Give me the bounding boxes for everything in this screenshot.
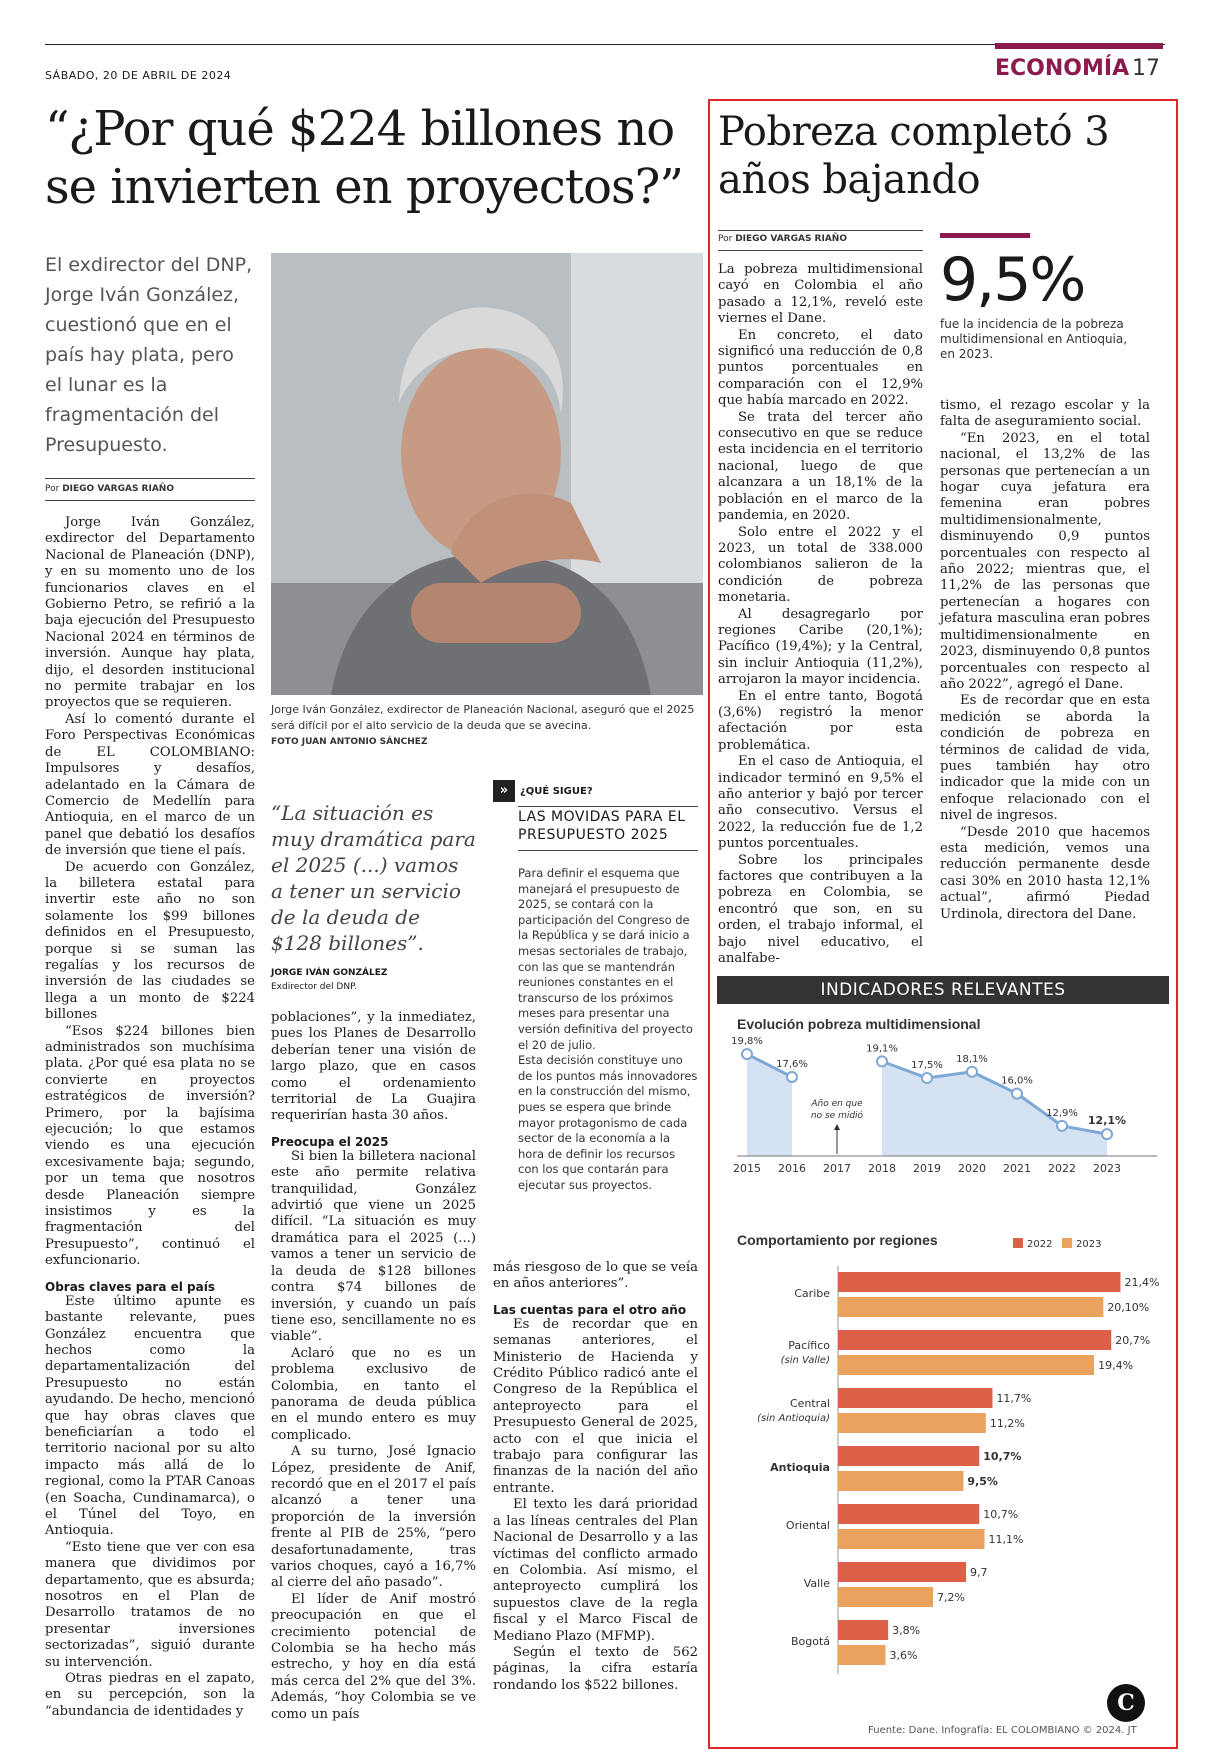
edition-date: SÁBADO, 20 DE ABRIL DE 2024 [45,69,232,82]
paragraph: “En 2023, en el total nacional, el 13,2% de las personas que pertenecían a un hogar cuya jefatura era femenina eran pobres multidimensionalmente, disminuyendo 0,9 puntos porcentuales con respecto al año 2022; mientras que, el 11,2% de las personas que pertenecían a hogares con jefatura masculina eran pobres multidimensionalmente en 2023, disminuyendo 0,8 puntos porcentuales con respecto al año 2022”, agregó el Dane. [940,430,1151,692]
bar-2023 [838,1297,1103,1317]
paragraph: poblaciones”, y la inmediatez, pues los Planes de Desarrollo deberían tener una visión de largo plazo, que en casos como el ordenamiento territorial de La Guajira requerirían hasta 30 años. [271,1010,476,1124]
subheading: Preocupa el 2025 [271,1134,389,1149]
side-column-1 [718,262,923,967]
bar-value-label: 19,4% [1098,1359,1134,1372]
paragraph: A su turno, José Ignacio López, presidente de Anif, recordó que en el 2017 el país alcanzó a tener una proporción de la inversión frente al PIB de 25%, “pero desafortunadamente, tras varios choques, cayó a 16,7% al cierre del año pasado”. [271,1444,476,1591]
category-label: Caribe [794,1287,830,1300]
bar-value-label: 7,2% [937,1591,965,1604]
side-byline-rule-2 [718,250,923,251]
paragraph: Este último apunte es bastante relevante, pues González encuentra que hechos como la departamentalización del Presupuesto no están ayudando. De hecho, mencionó que hay obras claves que beneficiarían a todo el territorio nacional por su alto impacto más allá de lo regional, como la PTAR Canoas (en Soacha, Cundinamarca), o el Túnel del Toyo, en Antioquia. [45,1293,255,1539]
legend-swatch-2022 [1013,1238,1023,1248]
data-point [1102,1129,1112,1139]
bar-2023 [838,1645,886,1665]
paragraph: “Desde 2010 que hacemos esta medición, vemos una reducción permanente desde casi 30% en 2010 hasta 12,1% actual”, afirmó Piedad Urdinola, directora del Dane. [940,824,1150,922]
annotation-arrowhead [834,1124,840,1130]
bar-2022 [838,1272,1120,1292]
legend-label-2023: 2023 [1076,1239,1102,1250]
paragraph: El líder de Anif mostró preocupación en que el crecimiento potencial de Colombia se ha hecho más estrecho, y hoy en día está más cerca del 2% que del 3%. Además, “hoy Colombia se ve como un país [271,1591,476,1722]
main-column-2 [271,1010,476,1723]
paragraph: En concreto, el dato significó una reducción de 0,8 puntos porcentuales en comparación con el 12,9% que había marcado en 2022. [718,327,923,409]
legend-swatch-2023 [1062,1238,1072,1248]
bar-2022 [838,1330,1111,1350]
paragraph: Es de recordar que en esta medición se aborda la condición de pobreza en términos de calidad de vida, pues también hay otro indicador que la mide con un enfoque relacionado con el nivel de ingresos. [940,693,1150,824]
deck-rule [45,478,255,479]
x-tick-label: 2017 [823,1162,851,1175]
paragraph: De acuerdo con González, la billetera estatal para invertir este año no son solamente los $99 billones definidos en el Presupuesto, porque si se suman las regalías y los recursos de inversión de las ciudades se llega a un monto de $224 billones [45,859,255,1023]
next-rule-2 [518,850,698,851]
byline-prefix: Por [718,234,733,244]
data-point [967,1067,977,1077]
bar-value-label: 10,7% [983,1450,1022,1463]
main-column-3 [493,1260,698,1694]
paragraph: “Esto tiene que ver con esa manera que dividimos por departamento, que es absurda; nosotros en el Plan de Desarrollo tratamos de no presentar inversiones sectorizadas”, siguió durante su intervención. [45,1539,255,1670]
pull-quote: “La situación es muy dramática para el 2025 (...) vamos a tener un servicio de la deuda de $128 billones”. [271,801,476,955]
category-label: Pacífico [788,1339,830,1352]
x-tick-label: 2020 [958,1162,986,1175]
section-name: ECONOMÍA [995,56,1130,81]
bar-2022 [838,1562,966,1582]
next-rule [518,806,698,807]
main-headline: “¿Por qué $224 billones no se invierten en proyectos?” [45,101,683,215]
bar-chart-title: Comportamiento por regiones [737,1232,938,1248]
section-bar [995,43,1163,49]
paragraph: Jorge Iván González, exdirector del Departamento Nacional de Planeación (DNP), y en su momento uno de los funcionarios claves en el Gobierno Petro, se refirió a la baja ejecución del Presupuesto Nacional 2024 en términos de inversión. Aunque hay plata, dijo, el desorden institucional no permite trabajar en los proyectos que se requieren. [45,515,255,711]
byline-name: DIEGO VARGAS RIAÑO [62,484,174,494]
bar-2023 [838,1355,1094,1375]
data-label: 12,1% [1087,1114,1127,1128]
data-label: 19,8% [731,1036,763,1048]
x-tick-label: 2018 [868,1162,896,1175]
subheading: Obras claves para el país [45,1279,215,1294]
paragraph: Al desagregarlo por regiones Caribe (20,1%); Pacífico (19,4%); y la Central, sin incluir Antioquia (11,2%), arrojaron la mayor incidencia. [718,606,923,688]
next-label: ¿QUÉ SIGUE? [520,786,593,797]
paragraph: “Esos $224 billones bien administrados son muchísima plata. ¿Por qué esa plata no se convierte en proyectos estratégicos de inversión? Primero, por la bajísima ejecución; lo que estamos viendo es una ejecución excesivamente baja; segundo, por un tema que nosotros desde Planeación siempre insistimos y es la fragmentación del Presupuesto”, continuó el exfuncionario. [45,1023,255,1269]
category-sublabel: (sin Antioquia) [757,1413,830,1424]
bar-2023 [838,1413,986,1433]
data-label: 18,1% [956,1053,988,1065]
x-tick-label: 2016 [778,1162,806,1175]
x-tick-label: 2023 [1093,1162,1121,1175]
bar-value-label: 11,7% [996,1392,1032,1405]
category-label: Oriental [785,1519,830,1532]
data-point [1057,1121,1067,1131]
bar-value-label: 3,8% [892,1624,921,1637]
bar-value-label: 11,2% [989,1417,1025,1430]
bar-chart [717,1226,1169,1676]
data-label: 17,5% [911,1060,943,1071]
bar-value-label: 3,6% [889,1649,918,1662]
annotation-text: Año en que [811,1099,863,1109]
bar-2023 [838,1587,933,1607]
next-title: LAS MOVIDAS PARA EL PRESUPUESTO 2025 [518,809,686,843]
infographic [717,976,1169,1741]
bar-value-label: 21,4% [1124,1276,1160,1289]
next-body [518,866,698,1193]
bar-2022 [838,1388,992,1408]
main-deck: El exdirector del DNP, Jorge Iván González, cuestionó que en el país hay plata, pero el lunar es la fragmentación del Presupuesto. [45,254,253,456]
stat-value: 9,5% [940,245,1085,315]
data-label: 12,9% [1046,1107,1078,1119]
data-point [742,1049,752,1059]
side-headline: Pobreza completó 3 años bajando [718,109,1110,203]
paragraph: Si bien la billetera nacional este año permite relativa tranquilidad, González advirtió que viene un 2025 difícil. “La situación es muy dramática para el 2025 (...) vamos a tener un servicio de la deuda de $128 billones contra $74 billones de inversión, y cuando un país tiene eso, sencillamente no es viable”. [271,1148,476,1345]
next-paragraph: Para definir el esquema que manejará el presupuesto de 2025, se contará con la participación del Congreso de la República y se dará inicio a mesas sectoriales de trabajo, con las que se mantendrán reuniones constantes en el transcurso de los próximos meses para presentar una versión definitiva del proyecto el 20 de julio. [518,866,693,1052]
data-label: 19,1% [866,1043,898,1055]
category-label: Antioquia [770,1461,830,1474]
data-label: 16,0% [1001,1075,1033,1087]
paragraph: Aclaró que no es un problema exclusivo de Colombia, en tanto el panorama de deuda pública en el mundo entero es muy complicado. [271,1345,476,1443]
bar-2022 [838,1446,979,1466]
main-column-1 [45,515,255,1720]
byline-rule [45,500,255,501]
paragraph: En el caso de Antioquia, el indicador terminó en 9,5% el año anterior y bajó por tercer año consecutivo. Versus el 2022, la reducción fue de 1,2 puntos porcentuales. [718,754,923,852]
paragraph: Se trata del tercer año consecutivo en que se reduce esta incidencia en el territorio nacional, luego de que alcanzara a un 18,1% de la población en el marco de la pandemia, en 2020. [718,409,923,524]
paragraph: tismo, el rezago escolar y la falta de aseguramiento social. [940,398,1150,430]
legend-label-2022: 2022 [1027,1239,1053,1250]
bar-2022 [838,1504,979,1524]
el-colombiano-logo: C [1107,1684,1145,1722]
bar-value-label: 20,10% [1107,1301,1150,1314]
byline-name: DIEGO VARGAS RIAÑO [735,234,847,244]
paragraph: más riesgoso de lo que se veía en años anteriores”. [493,1260,698,1292]
x-tick-label: 2019 [913,1162,941,1175]
category-label: Bogotá [790,1635,830,1648]
paragraph: El texto les dará prioridad a las líneas centrales del Plan Nacional de Desarrollo y a las víctimas del conflicto armado en Colombia. Así mismo, el anteproyecto cumplirá los supuestos clave de la regla fiscal y el Marco Fiscal de Mediano Plazo (MFMP). [493,1497,698,1644]
portrait-photo [271,253,703,695]
double-chevron-icon: » [493,780,515,802]
pull-quote-author: JORGE IVÁN GONZÁLEZ [271,968,388,978]
paragraph: Otras piedras en el zapato, en su percepción, son la “abundancia de identidades y [45,1671,255,1719]
paragraph: Es de recordar que en semanas anteriores, el Ministerio de Hacienda y Crédito Público radicó ante el Congreso de la República el anteproyecto para el Presupuesto General de 2025, acto con el que inicia el trabajo para configurar las finanzas de la nación del año entrante. [493,1316,698,1496]
photo-caption [271,702,703,750]
bar-value-label: 20,7% [1115,1334,1151,1347]
line-chart [717,1034,1169,1194]
paragraph: Según el texto de 562 páginas, la cifra estaría rondando los $522 billones. [493,1644,698,1693]
x-tick-label: 2021 [1003,1162,1031,1175]
bar-value-label: 11,1% [988,1533,1024,1546]
data-point [922,1073,932,1083]
paragraph: La pobreza multidimensional cayó en Colombia el año pasado a 12,1%, reveló este viernes el Dane. [718,262,923,327]
subheading: Las cuentas para el otro año [493,1302,687,1317]
line-chart-title: Evolución pobreza multidimensional [737,1016,981,1032]
bar-value-label: 9,7 [970,1566,988,1579]
next-paragraph: Esta decisión constituye uno de los puntos más innovadores en la construcción del mismo, pues se espera que brinde mayor protagonismo de cada sector de la economía a la hora de definir los recursos con los que contarán para ejecutar sus proyectos. [518,1053,698,1192]
data-point [787,1072,797,1082]
main-byline [45,484,174,494]
paragraph: Así lo comentó durante el Foro Perspectivas Económicas de EL COLOMBIANO: Impulsores y desafíos, adelantado en la Cámara de Comercio de Medellín para Antioquia, en el marco de un panel que debatió los desafíos de inversión que tiene el país. [45,711,255,859]
caption-credit: FOTO JUAN ANTONIO SÁNCHEZ [271,737,428,747]
side-byline-rule [718,230,923,231]
side-byline [718,234,847,244]
infobox-title: INDICADORES RELEVANTES [717,976,1169,1004]
data-point [877,1056,887,1066]
category-label: Central [789,1397,830,1410]
portrait-illustration [271,253,703,695]
annotation-text: no se midió [810,1111,864,1121]
category-label: Valle [803,1577,830,1590]
side-column-2 [940,398,1150,923]
x-tick-label: 2015 [733,1162,761,1175]
source-credit: Fuente: Dane. Infografía: EL COLOMBIANO © 2024. JT [868,1725,1137,1736]
bar-2022 [838,1620,888,1640]
paragraph: En el entre tanto, Bogotá (3,6%) registró la menor afectación por esta problemática. [718,688,923,753]
category-sublabel: (sin Valle) [780,1355,830,1366]
stat-bar [940,233,1030,238]
bar-value-label: 9,5% [967,1475,998,1488]
data-point [1012,1089,1022,1099]
bar-2023 [838,1471,963,1491]
paragraph: Sobre los principales factores que contribuyen a la pobreza en Colombia, se encontró que son, en su orden, el trabajo informal, el bajo nivel educativo, el analfabe- [718,852,923,967]
pull-quote-role: Exdirector del DNP. [271,982,357,992]
bar-2023 [838,1529,985,1549]
caption-text: Jorge Iván González, exdirector de Planeación Nacional, aseguró que el 2025 será difícil por el alto servicio de la deuda que se avecina. [271,703,695,732]
bar-value-label: 10,7% [983,1508,1019,1521]
data-label: 17,6% [776,1058,808,1070]
paragraph: Solo entre el 2022 y el 2023, un total de 338.000 colombianos salieron de la condición de pobreza monetaria. [718,524,923,606]
byline-prefix: Por [45,484,60,494]
page-number: 17 [1132,56,1160,81]
stat-description: fue la incidencia de la pobreza multidimensional en Antioquia, en 2023. [940,317,1128,361]
x-tick-label: 2022 [1048,1162,1076,1175]
